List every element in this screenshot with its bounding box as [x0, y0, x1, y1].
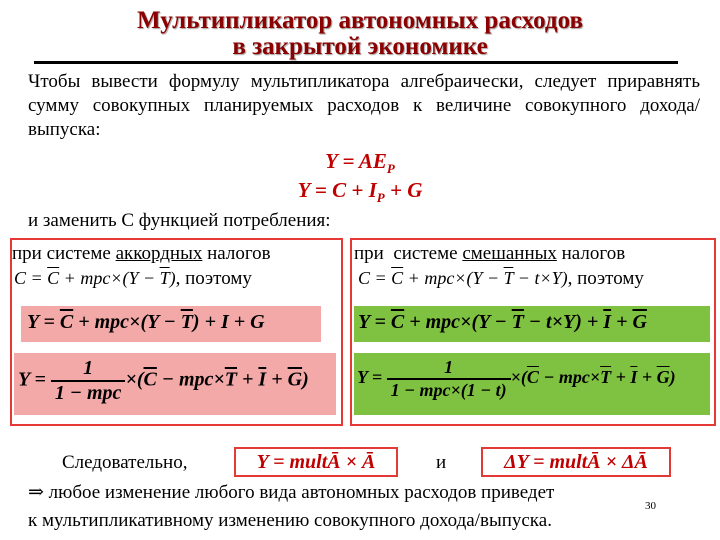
result-box-delta-y: ΔY = multĀ × ΔĀ: [481, 447, 671, 477]
lump-sum-heading: при системе аккордных налогов: [12, 243, 271, 264]
title-underline: [34, 61, 678, 64]
title-line-2: в закрытой экономике: [232, 33, 488, 60]
conclusion-and: и: [436, 452, 447, 473]
intro-paragraph: Чтобы вывести формулу мультипликатора алгебраически, следует приравнять сумму совокупных планируемых расходов к величине совокупного дохода/выпуска:: [28, 71, 700, 140]
formula-y-ae: $Y = AE_P$: [325, 149, 395, 177]
title-line-1: Мультипликатор автономных расходов: [137, 7, 583, 34]
mixed-consumption: $C = \overline{C} + mpc\times(Y - \overline{T} - t\times Y)$, поэтому: [358, 268, 644, 289]
conclusion-line-3: к мультипликативному изменению совокупного дохода/выпуска.: [28, 510, 552, 531]
mixed-equilibrium-eq: $Y = \overline{C} + mpc\times(Y - \overline{T} - t\times Y) + \overline{I} + \overline{G}$: [358, 311, 647, 333]
conclusion-line-2: ⇒ любое изменение любого вида автономных расходов приведет: [28, 482, 555, 503]
conclusion-lead: Следовательно,: [62, 452, 188, 473]
formula-y-c-i-g: $Y = C + I_P + G$: [297, 178, 423, 206]
mixed-heading: при системе смешанных налогов: [354, 243, 626, 264]
lump-sum-multiplier-eq: Y = $\frac{1}{\text{1 − mpc}}$ $\times(\overline{C} - mpc\times\overline{T} + \overline{I} + \overline{G})$: [18, 357, 309, 404]
replace-c-text: и заменить C функцией потребления:: [28, 210, 331, 231]
result-box-y: Y = multĀ × Ā: [234, 447, 398, 477]
lump-sum-equilibrium-eq: $Y = \overline{C} + mpc\times(Y - \overline{T}) + I + G$: [27, 311, 265, 333]
page-number: 30: [645, 500, 656, 512]
lump-sum-consumption: $C = \overline{C} + mpc\times(Y - \overline{T})$, поэтому: [14, 268, 252, 289]
mixed-multiplier-eq: Y = $\frac{1}{\text{1 − mpc×(1 − t)}}$ $\times(\overline{C} - mpc\times\overline{T} + \overline{I} + \overline{G})$: [357, 357, 676, 400]
